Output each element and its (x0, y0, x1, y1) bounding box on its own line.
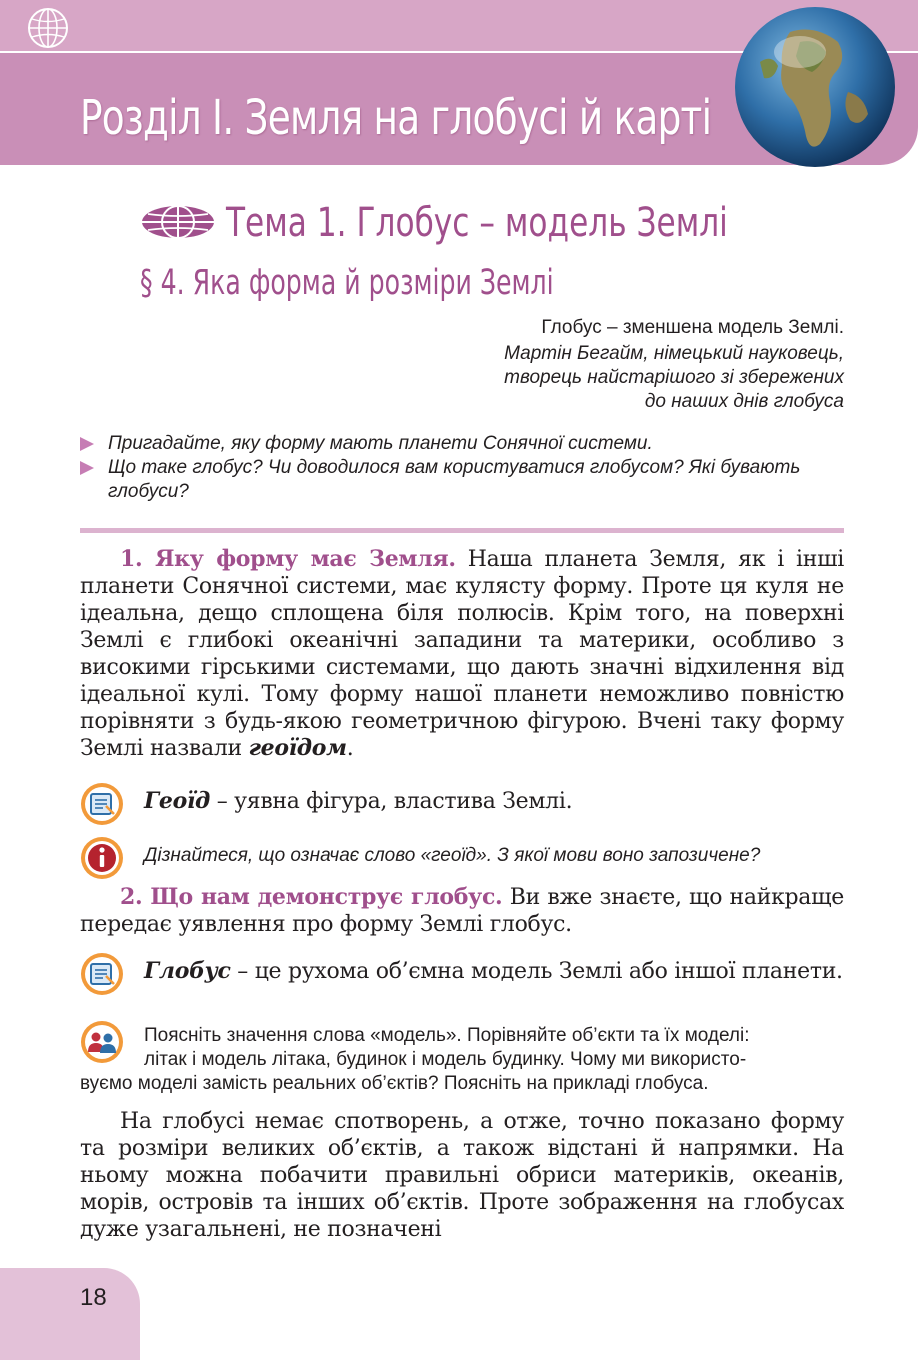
section-2-text: Ви вже знаєте, що найкраще передає уявлення про форму Землі глобус. (80, 885, 844, 937)
section-divider (80, 528, 844, 533)
question-item (80, 456, 850, 504)
epigraph (420, 316, 844, 414)
group-task-line-2: літак і модель літака, будинок і модель будинку. Чому ми використо- (144, 1049, 747, 1070)
definition-globe-text: – це рухома об’ємна модель Землі або іншої планети. (230, 959, 843, 984)
page-number-tab (0, 1268, 140, 1360)
group-task-line-1: Поясніть значення слова «модель». Порівняйте об’єкти та їх моделі: (144, 1025, 750, 1046)
definition-geoid (144, 788, 844, 815)
definition-notebook-icon (80, 952, 124, 996)
chapter-title: Розділ І. Земля на глобусі й карті (80, 90, 712, 146)
definition-geoid-term: Геоїд (144, 788, 211, 814)
closing-paragraph: На глобусі немає спотворень, а отже, точно показано форму та розміри великих об’єктів, а також відстані й напрямки. На ньому можна побачити правильні обриси материків, океанів, морів, островів та інших об’єктів. Проте зображення на глобусах дуже узагальнені, не позначені (80, 1109, 844, 1242)
section-1-term: геоїдом (248, 735, 347, 761)
section-2-paragraph (80, 884, 844, 938)
question-item (80, 432, 850, 456)
review-questions (80, 432, 850, 504)
question-text: Пригадайте, яку форму мають планети Сонячної системи. (108, 433, 653, 454)
epigraph-author-line-2: творець найстарішого зі збережених (504, 367, 844, 388)
section-1-end: . (346, 736, 354, 761)
epigraph-quote: Глобус – зменшена модель Землі. (541, 317, 844, 338)
section-title: § 4. Яка форма й розміри Землі (140, 263, 554, 303)
section-1-heading: 1. Яку форму має Земля. (120, 546, 456, 572)
triangle-bullet-icon (80, 461, 94, 475)
definition-globe-term: Глобус (144, 958, 231, 984)
section-1-paragraph (80, 546, 844, 762)
question-text: Що таке глобус? Чи доводилося вам користуватися глобусом? Які бувають глобуси? (108, 457, 801, 502)
section-2-heading: 2. Що нам демонструє глобус. (120, 884, 503, 910)
info-icon (80, 836, 124, 880)
definition-geoid-text: – уявна фігура, властива Землі. (210, 789, 573, 814)
epigraph-author-line-1: Мартін Бегайм, німецький науковець, (504, 343, 844, 364)
triangle-bullet-icon (80, 437, 94, 451)
topic-title: Тема 1. Глобус – модель Землі (226, 200, 728, 246)
group-task-line-3: вуємо моделі замість реальних об’єктів? Поясніть на прикладі глобуса. (80, 1073, 709, 1094)
globe-topic-icon (140, 204, 216, 240)
definition-notebook-icon (80, 782, 124, 826)
section-1-text: Наша планета Земля, як і інші планети Сонячної системи, має кулясту форму. Проте ця куля не ідеальна, дещо сплощена біля полюсів. Крім того, на поверхні Землі є глибокі океанічні западини та материки, особливо з високими гірськими системами, що дають значні відхилення від ідеальної кулі. Тому форму нашої планети неможливо повністю порівняти з будь-якою геометричною фігурою. Вчені таку форму Землі назвали (80, 547, 844, 761)
earth-globe-image (730, 2, 900, 172)
info-task-text: Дізнайтеся, що означає слово «геоїд». З якої мови воно запозичене? (144, 845, 761, 866)
page-number: 18 (80, 1284, 107, 1311)
epigraph-author-line-3: до наших днів глобуса (644, 391, 844, 412)
group-work-icon (80, 1020, 124, 1064)
globe-grid-icon (26, 6, 70, 50)
definition-globe (144, 958, 844, 985)
